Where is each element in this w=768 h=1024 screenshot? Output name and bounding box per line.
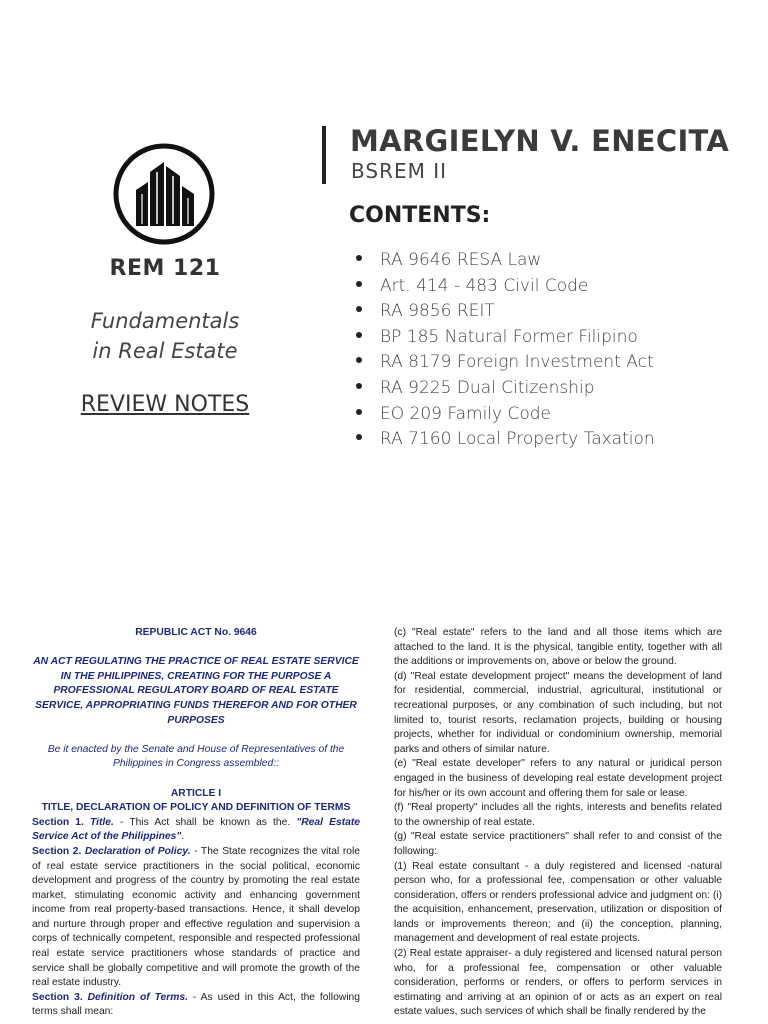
article-title: TITLE, DECLARATION OF POLICY AND DEFINITION OF TERMS bbox=[41, 802, 351, 814]
bullet-icon bbox=[356, 434, 362, 440]
list-item: RA 8179 Foreign Investment Act bbox=[356, 350, 655, 376]
document-page bbox=[32, 626, 738, 1024]
list-item: BP 185 Natural Former Filipino bbox=[356, 325, 655, 351]
program-label: BSREM II bbox=[351, 159, 448, 183]
right-column bbox=[394, 626, 722, 1020]
bullet-icon bbox=[356, 281, 362, 287]
act-subtitle: AN ACT REGULATING THE PRACTICE OF REAL ESTATE SERVICE IN THE PHILIPPINES, CREATING FOR THE PURPOSE A PROFESSIONAL REGULATORY BOARD OF REAL ESTATE SERVICE, APPROPRIATING FUNDS THEREFOR AND FOR OTHER PURPOSES bbox=[33, 656, 359, 726]
bullet-icon bbox=[356, 383, 362, 389]
list-item: EO 209 Family Code bbox=[356, 402, 655, 428]
course-title-line1: Fundamentals bbox=[90, 309, 240, 333]
course-title bbox=[40, 306, 290, 366]
course-title-line2: in Real Estate bbox=[92, 339, 238, 363]
section-1: Section 1. Title. - This Act shall be known as the. "Real Estate Service Act of the Philippines". bbox=[32, 816, 361, 843]
list-item: RA 9856 REIT bbox=[356, 299, 655, 325]
enacting-clause: Be it enacted by the Senate and House of Representatives of the Philippines in Congress assembled:: bbox=[47, 743, 345, 770]
author-name: MARGIELYN V. ENECITA bbox=[350, 124, 730, 158]
course-code: REM 121 bbox=[109, 256, 221, 281]
definition-f: (f) "Real property" includes all the rights, interests and benefits related to the ownership of real estate. bbox=[394, 802, 722, 828]
definition-d: (d) "Real estate development project" means the development of land for residential, commercial, industrial, agricultural, institutional or recreational purposes, or any combination of such including, but not limited to, tourist resorts, reclamation projects, building or housing projects, whether for individual or condominium ownership, memorial parks and others of similar nature. bbox=[394, 670, 722, 755]
contents-list bbox=[356, 248, 655, 453]
bullet-icon bbox=[356, 255, 362, 261]
article-number: ARTICLE I bbox=[170, 787, 222, 799]
list-item: RA 9225 Dual Citizenship bbox=[356, 376, 655, 402]
bullet-icon bbox=[356, 409, 362, 415]
list-item: Art. 414 - 483 Civil Code bbox=[356, 274, 655, 300]
buildings-logo-icon bbox=[112, 142, 216, 246]
section-2: Section 2. Declaration of Policy. - The State recognizes the vital role of real estate service practitioners in the social political, economic development and progress of the country by promoting the real estate market, stimulating economic activity and enhancing government income from real property-based transactions. Hence, it shall develop and nurture through proper and effective regulation and supervision a corps of technically competent, responsible and respected professional real estate service practitioners whose standards of practice and service shall be globally competitive and will promote the growth of the real estate industry. bbox=[32, 845, 360, 989]
review-notes-label: REVIEW NOTES bbox=[80, 392, 250, 417]
definition-g2: (2) Real estate appraiser- a duly registered and licensed natural person who, for a professional fee, compensation or other valuable consideration, performs or renders, or offers to perform services in estimating and arriving at an opinion of or acts as an expert on real estate values, such services of which shall be finally rendered by the bbox=[394, 948, 722, 1018]
definition-g1: (1) Real estate consultant - a duly registered and licensed -natural person who, for a professional fee, compensation or other valuable consideration, offers or renders professional advice and judgment on: (i) the acquisition, enhancement, preservation, utilization or disposition of lands or improvements thereon; and (ii) the conception, planning, management and development of real estate projects. bbox=[394, 860, 722, 945]
definition-e: (e) "Real estate developer" refers to any natural or juridical person engaged in the business of developing real estate development project for his/her or its own account and offering them for sale or lease. bbox=[394, 758, 722, 799]
left-column bbox=[32, 626, 360, 1020]
definition-c: (c) "Real estate" refers to the land and all those items which are attached to the land. It is the physical, tangible entity, together with all the additions or improvements on, above or below the ground. bbox=[394, 627, 722, 668]
list-item: RA 7160 Local Property Taxation bbox=[356, 427, 655, 453]
contents-heading: CONTENTS: bbox=[349, 203, 491, 228]
list-item: RA 9646 RESA Law bbox=[356, 248, 655, 274]
definition-g: (g) "Real estate service practitioners" shall refer to and consist of the following: bbox=[394, 831, 722, 857]
act-title: REPUBLIC ACT No. 9646 bbox=[135, 627, 257, 638]
bullet-icon bbox=[356, 332, 362, 338]
divider-bar bbox=[322, 126, 326, 184]
bullet-icon bbox=[356, 306, 362, 312]
section-3: Section 3. Definition of Terms. - As used in this Act, the following terms shall mean: bbox=[32, 991, 360, 1018]
bullet-icon bbox=[356, 357, 362, 363]
